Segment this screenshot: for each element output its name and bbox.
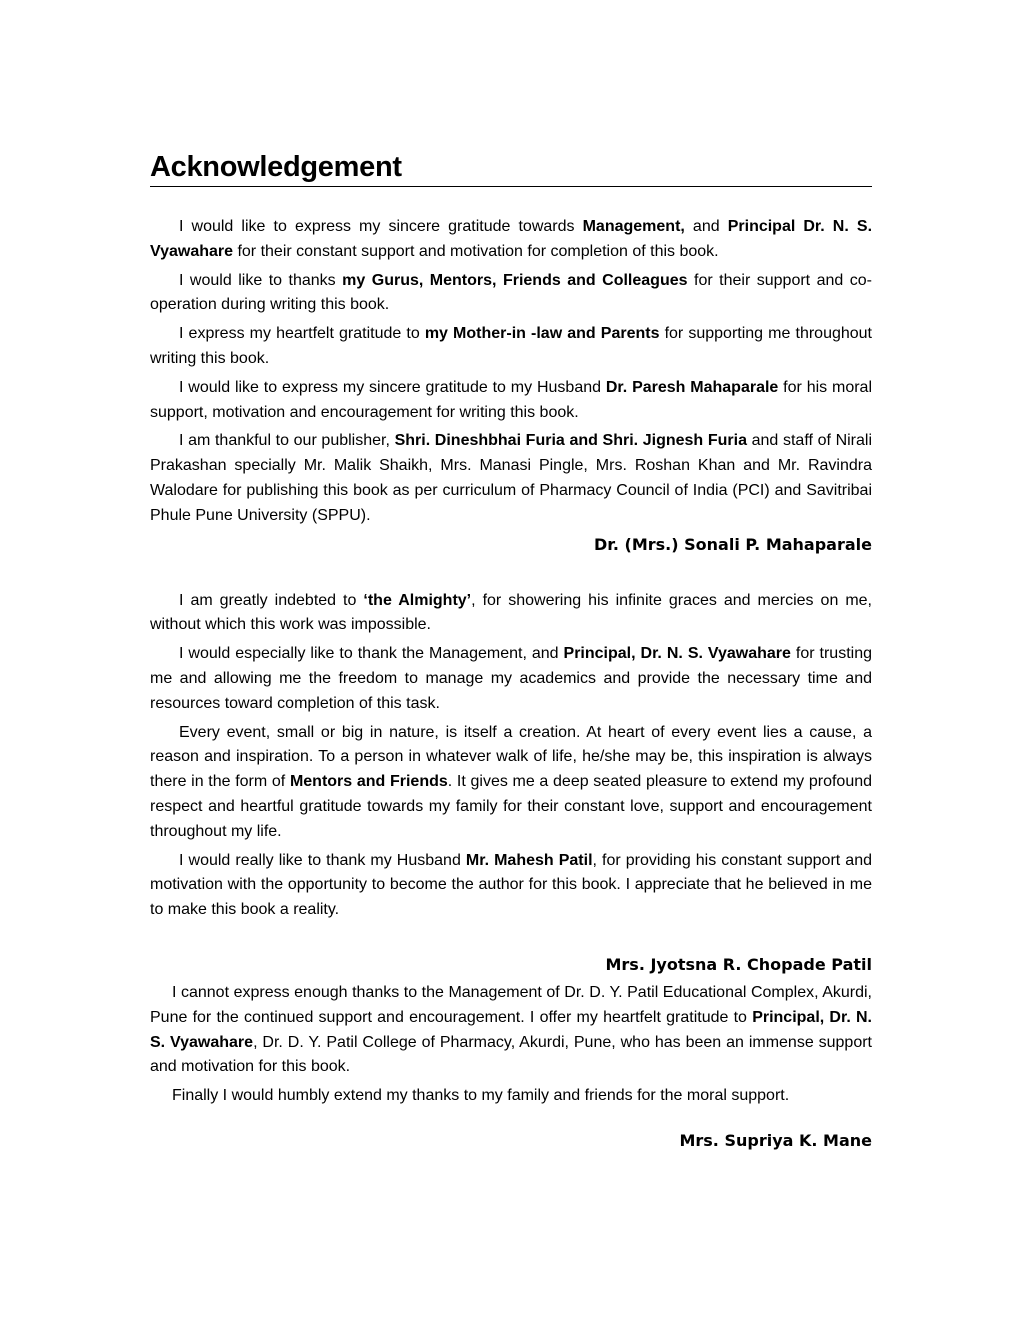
paragraph: I would like to express my sincere gratitude to my Husband Dr. Paresh Mahaparale for his moral support, motivation and encouragement for writing this book. xyxy=(150,378,873,421)
signature: Mrs. Supriya K. Mane xyxy=(679,1130,872,1150)
paragraph: I express my heartfelt gratitude to my Mother-in -law and Parents for supporting me throughout writing this book. xyxy=(150,325,873,367)
paragraph: I would like to express my sincere gratitude towards Management, and Principal Dr. N. S. Vyawahare for their constant support and motivation for completion of this book. xyxy=(150,218,873,260)
acknowledgement-section-3 xyxy=(150,981,872,1153)
acknowledgement-section-2 xyxy=(150,589,872,977)
paragraph: I would like to thanks my Gurus, Mentors, Friends and Colleagues for their support and co-operation during writing this book. xyxy=(150,271,873,314)
paragraph: Finally I would humbly extend my thanks to my family and friends for the moral support. xyxy=(172,1087,790,1105)
signature: Dr. (Mrs.) Sonali P. Mahaparale xyxy=(593,534,872,554)
acknowledgement-section-1 xyxy=(150,215,872,557)
document-page xyxy=(150,150,872,1153)
page-title: Acknowledgement xyxy=(150,150,872,187)
paragraph: I cannot express enough thanks to the Management of Dr. D. Y. Patil Educational Complex, Akurdi, Pune for the continued support and encouragement. I offer my heartfelt gratitude to Principal, Dr. N. S. Vyawahare, Dr. D. Y. Patil College of Pharmacy, Akurdi, Pune, who has been an immense support and motivation for this book. xyxy=(150,983,873,1076)
paragraph: I would really like to thank my Husband Mr. Mahesh Patil, for providing his constant support and motivation with the opportunity to become the author for this book. I appreciate that he believed in me to make this book a reality. xyxy=(150,851,872,919)
paragraph: I am greatly indebted to ‘the Almighty’, for showering his infinite graces and mercies on me, without which this work was impossible. xyxy=(150,591,872,634)
paragraph: I would especially like to thank the Management, and Principal, Dr. N. S. Vyawahare for trusting me and allowing me the freedom to manage my academics and provide the necessary time and resources toward completion of this task. xyxy=(150,645,873,712)
signature: Mrs. Jyotsna R. Chopade Patil xyxy=(605,954,872,974)
paragraph: I am thankful to our publisher, Shri. Dineshbhai Furia and Shri. Jignesh Furia and staff of Nirali Prakashan specially Mr. Malik Shaikh, Mrs. Manasi Pingle, Mrs. Roshan Khan and Mr. Ravindra Walodare for publishing this book as per curriculum of Pharmacy Council of India (PCI) and Savitribai Phule Pune University (SPPU). xyxy=(150,432,873,524)
paragraph: Every event, small or big in nature, is itself a creation. At heart of every event lies a cause, a reason and inspiration. To a person in whatever walk of life, he/she may be, this inspiration is always there in the form of Mentors and Friends. It gives me a deep seated pleasure to extend my profound respect and heartful gratitude towards my family for their constant love, support and encouragement throughout my life. xyxy=(150,723,873,840)
